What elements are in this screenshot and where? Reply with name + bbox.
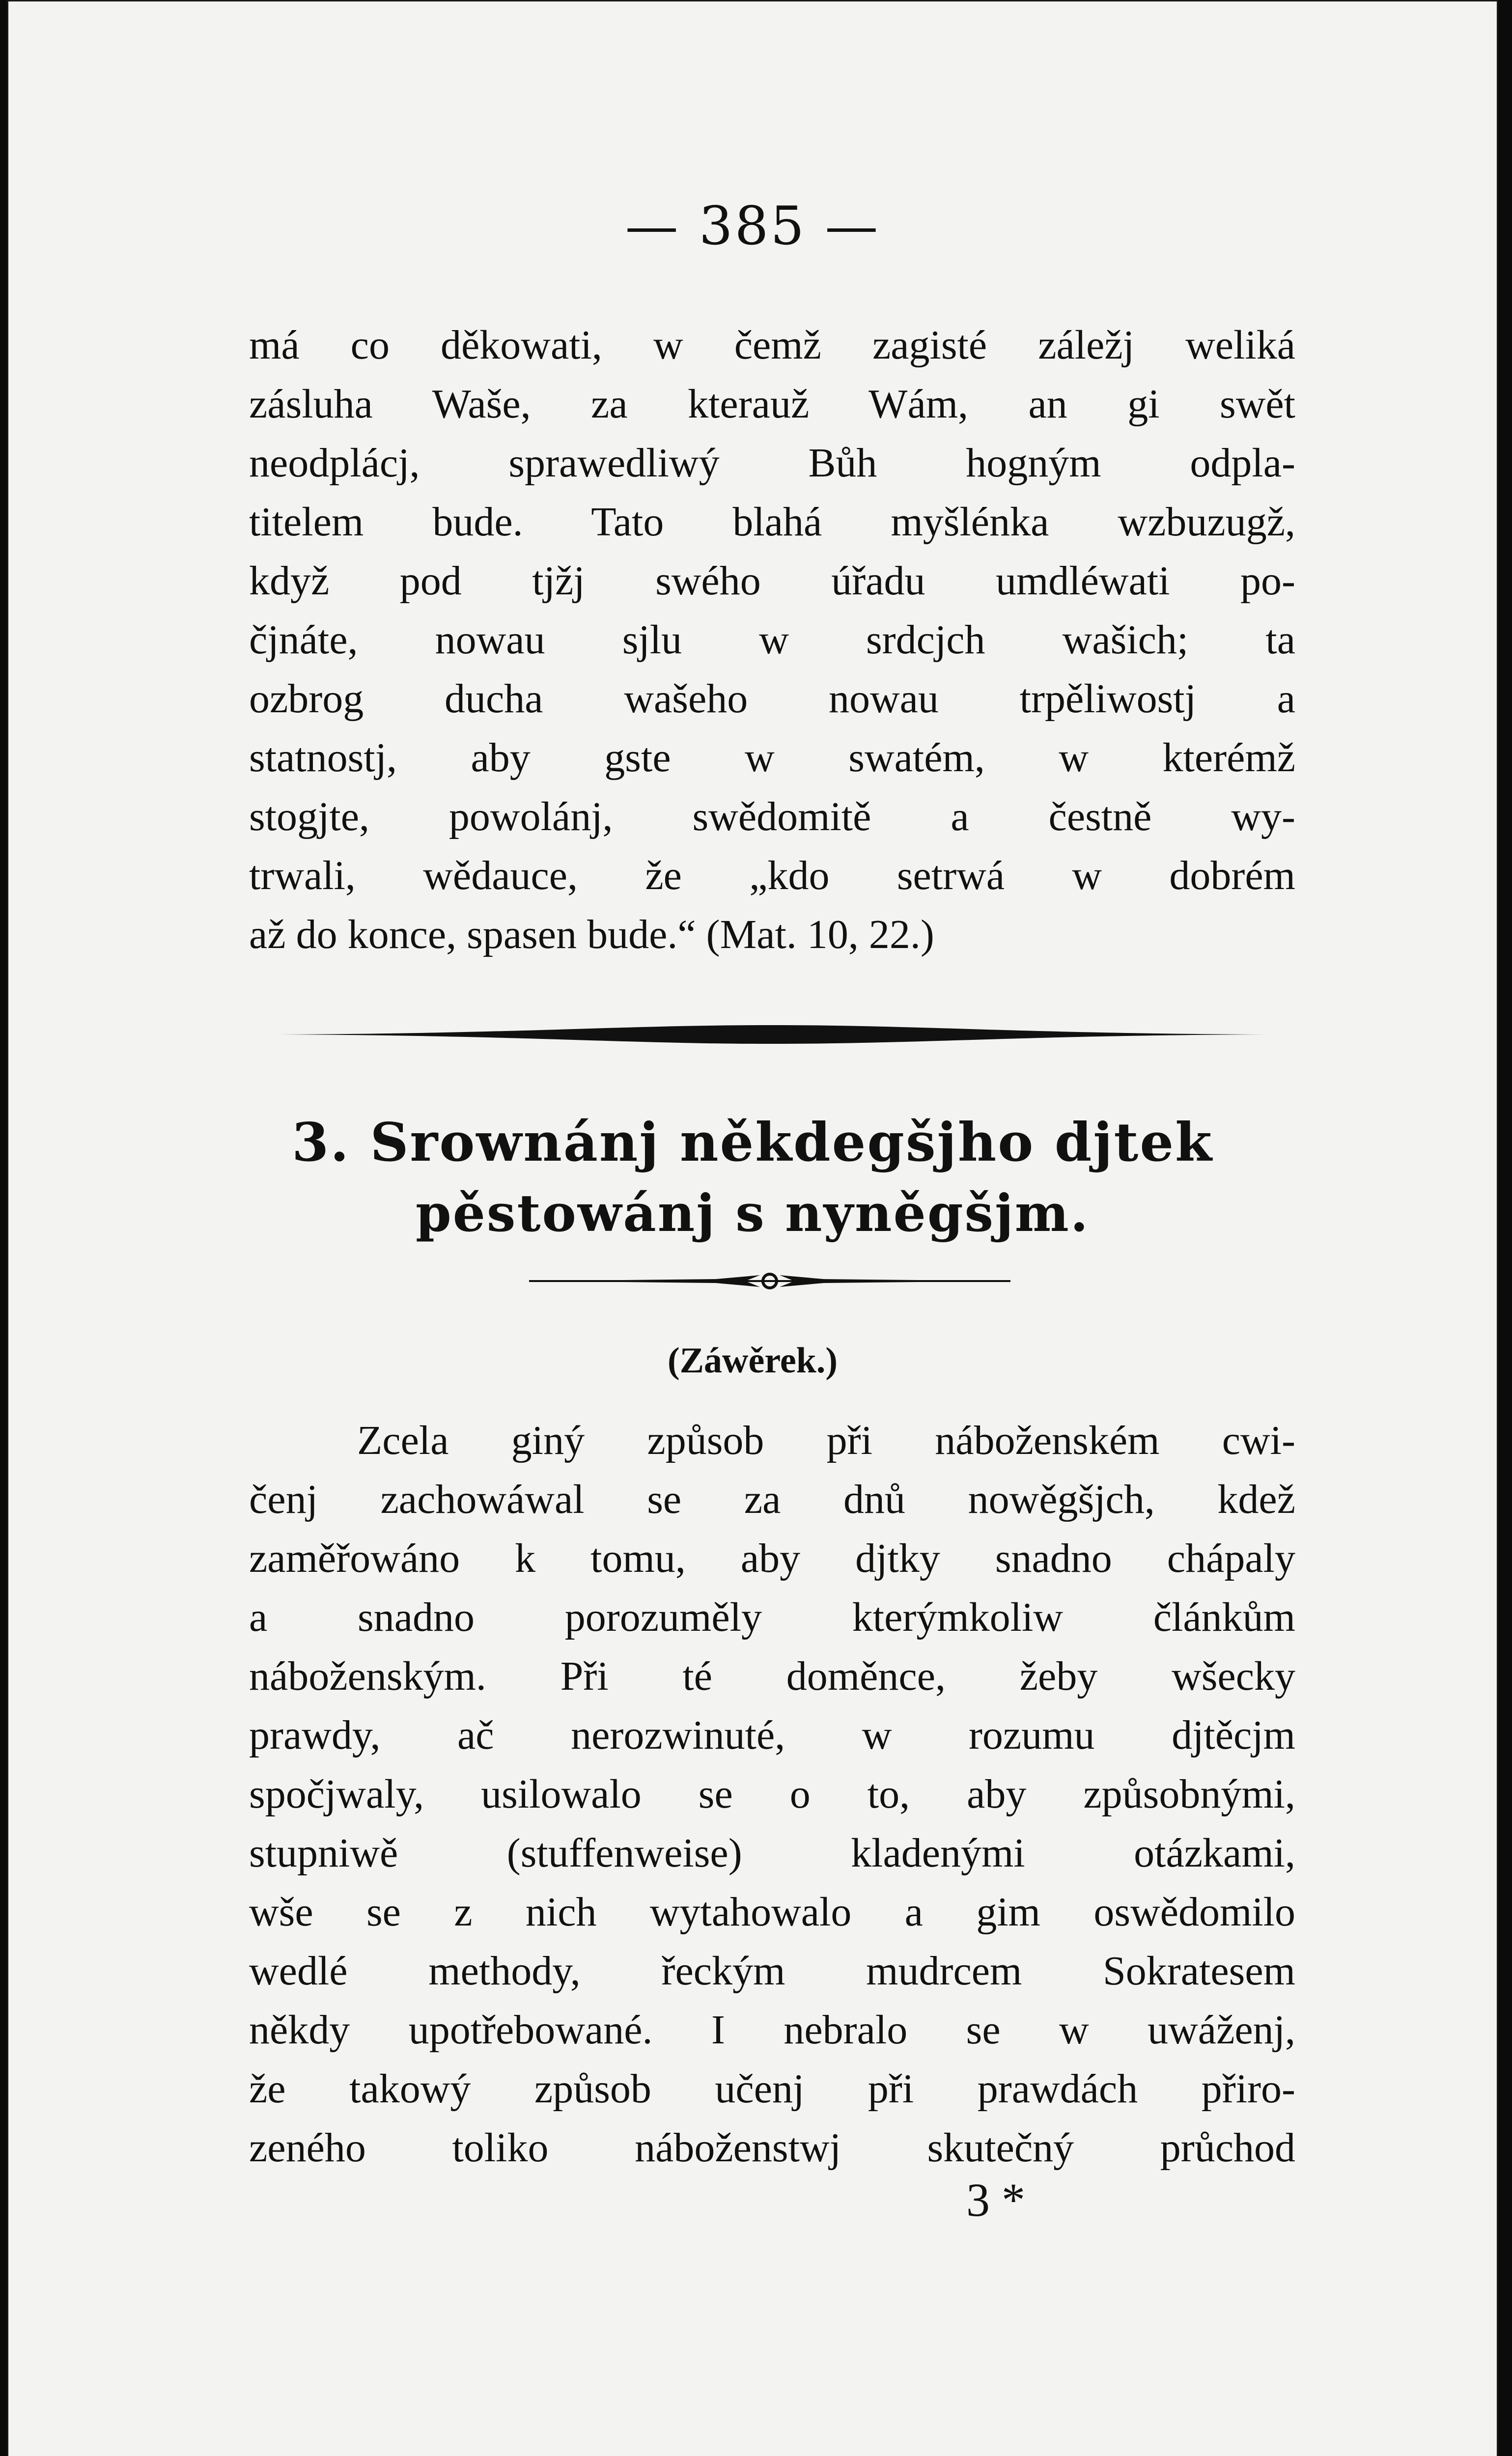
text-line: neodplácj, sprawedliwý Bůh hogným odpla- [249,440,1295,486]
text-line: prawdy, ač nerozwinuté, w rozumu djtěcjm [249,1712,1295,1758]
text-line: čenj zachowáwal se za dnů nowěgšjch, kdež [249,1477,1295,1522]
text-line: stogjte, powolánj, swědomitě a čestně wy- [249,794,1295,839]
text-line: náboženským. Při té doměnce, žeby wšecky [249,1653,1295,1699]
section-heading-line-2: pěstowánj s nyněgšjm. [416,1183,1090,1243]
text-line: spočjwaly, usilowalo se o to, aby způsobnými, [249,1771,1295,1817]
text-line: stupniwě (stuffenweise) kladenými otázkami, [249,1830,1295,1876]
signature-mark: 3 * [966,2174,1025,2226]
text-line: má co děkowati, w čemž zagisté záležj weliká [249,322,1295,368]
section-subtitle: (Záwěrek.) [668,1340,838,1381]
page-number: — 385 — [625,195,880,257]
text-line: trwali, wědauce, že „kdo setrwá w dobrém [249,853,1295,898]
text-line: wedlé methody, řeckým mudrcem Sokratesem [249,1948,1295,1994]
text-line: že takowý způsob učenj při prawdách přiro- [249,2066,1295,2112]
book-page [7,0,1498,2456]
text-line: zaměřowáno k tomu, aby djtky snadno chápaly [249,1535,1295,1581]
text-line: a snadno porozuměly kterýmkoliw článkům [249,1594,1295,1640]
ornamental-flourish [529,1266,1010,1296]
text-line: titelem bude. Tato blahá myšlénka wzbuzugž, [249,499,1295,545]
text-line: až do konce, spasen bude.“ (Mat. 10, 22.) [249,912,934,957]
text-line: když pod tjžj swého úřadu umdléwati po- [249,558,1295,604]
text-line: ozbrog ducha wašeho nowau trpěliwostj a [249,676,1295,722]
section-divider-rule [279,1023,1266,1046]
text-line: wše se z nich wytahowalo a gim oswědomilo [249,1889,1295,1935]
text-line: zásluha Waše, za kterauž Wám, an gi swět [249,381,1295,427]
paragraph-continuation [249,316,1295,964]
text-line: statnostj, aby gste w swatém, w kterémž [249,735,1295,781]
text-line: někdy upotřebowané. I nebralo se w uwáženj, [249,2007,1295,2053]
text-line: zeného toliko náboženstwj skutečný průchod [249,2125,1295,2171]
text-line: Zcela giný způsob při náboženském cwi- [357,1418,1295,1463]
section-heading-line-1: 3. Srownánj někdegšjho djtek [292,1112,1213,1173]
paragraph-main [249,1411,1295,2177]
text-line: čjnáte, nowau sjlu w srdcjch wašich; ta [249,617,1295,663]
